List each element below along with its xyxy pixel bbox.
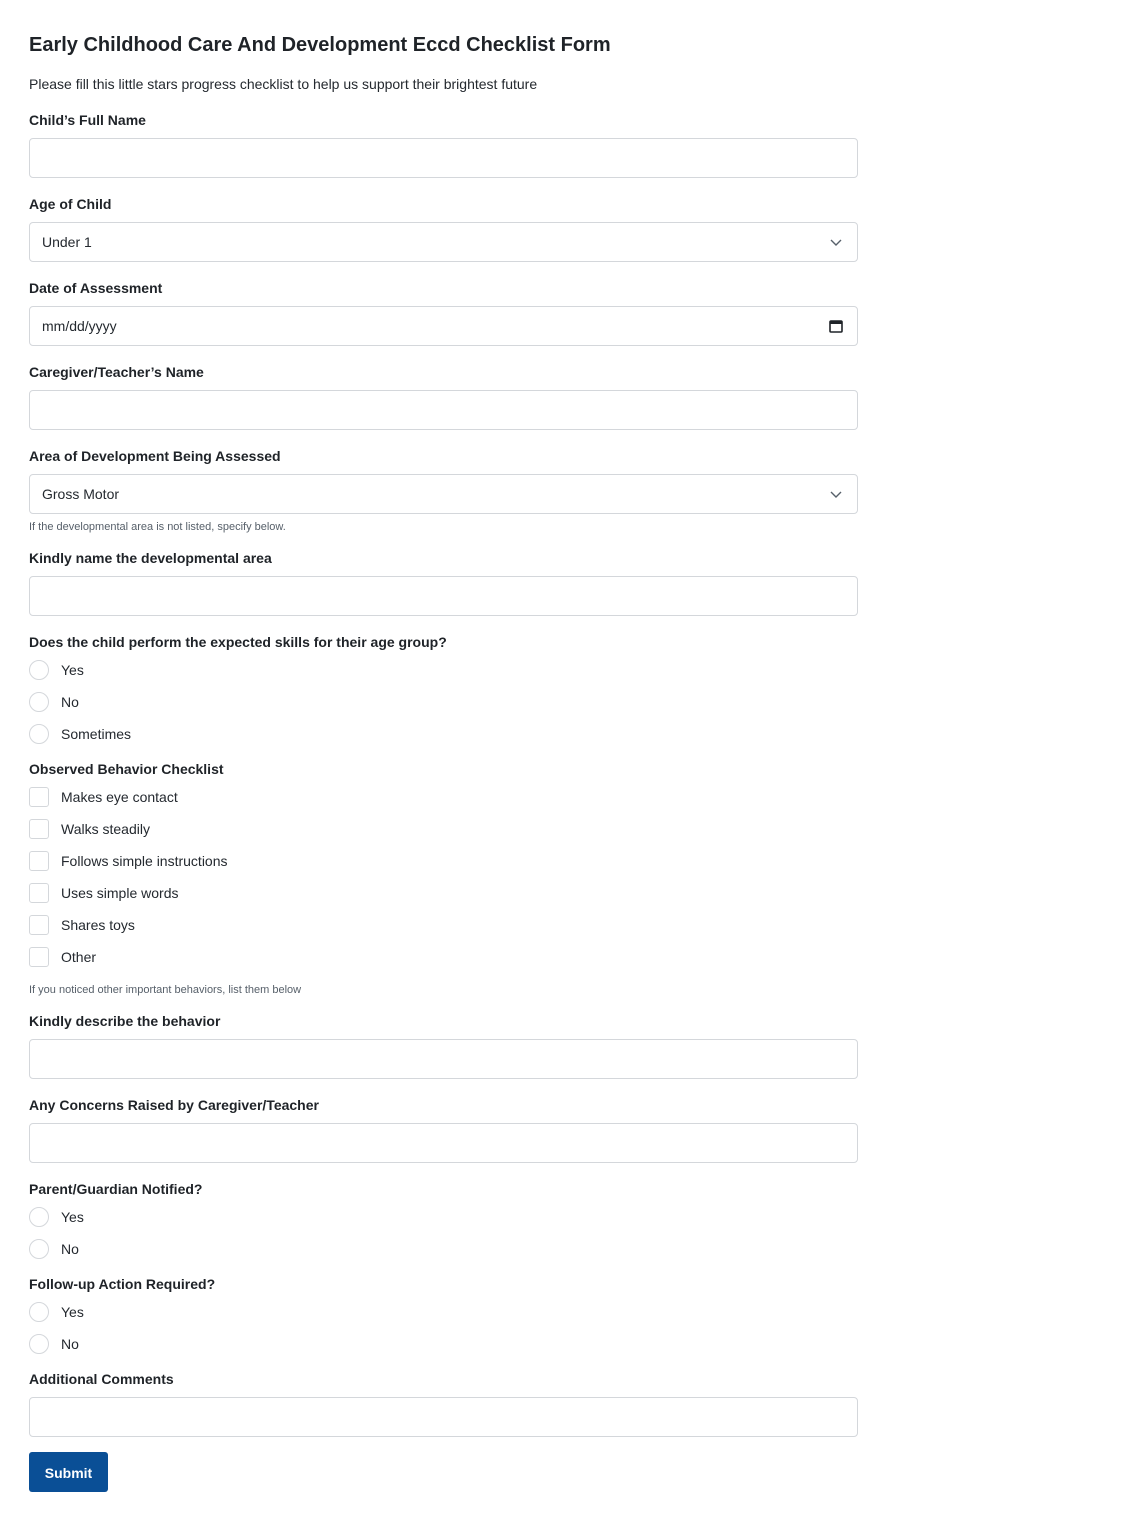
checkbox[interactable] — [29, 851, 49, 871]
behavior-label: Observed Behavior Checklist — [29, 761, 224, 777]
caregiver-label: Caregiver/Teacher’s Name — [29, 364, 204, 380]
notified-label: Parent/Guardian Notified? — [29, 1181, 203, 1197]
date-label: Date of Assessment — [29, 280, 163, 296]
comments-label: Additional Comments — [29, 1371, 174, 1387]
area-hint: If the developmental area is not listed, specify below. — [29, 521, 286, 533]
area-other-label: Kindly name the developmental area — [29, 550, 272, 566]
followup-option-yes[interactable]: Yes — [29, 1302, 858, 1322]
followup-radio-group — [29, 1302, 858, 1354]
checkbox[interactable] — [29, 947, 49, 967]
checkbox[interactable] — [29, 915, 49, 935]
comments-input[interactable] — [29, 1397, 858, 1437]
calendar-icon[interactable] — [829, 319, 843, 333]
child-name-input[interactable] — [29, 138, 858, 178]
behavior-option-walks[interactable]: Walks steadily — [29, 819, 858, 839]
radio-button[interactable] — [29, 692, 49, 712]
behavior-option-instructions[interactable]: Follows simple instructions — [29, 851, 858, 871]
checkbox[interactable] — [29, 787, 49, 807]
skills-option-yes[interactable]: Yes — [29, 660, 858, 680]
radio-button[interactable] — [29, 1302, 49, 1322]
age-label: Age of Child — [29, 196, 112, 212]
concerns-input[interactable] — [29, 1123, 858, 1163]
skills-option-no[interactable]: No — [29, 692, 858, 712]
notified-radio-group — [29, 1207, 858, 1259]
child-name-label: Child’s Full Name — [29, 112, 146, 128]
area-select-value: Gross Motor — [42, 486, 120, 502]
radio-button[interactable] — [29, 724, 49, 744]
eccd-checklist-form — [29, 28, 858, 1492]
behavior-hint: If you noticed other important behaviors, list them below — [29, 984, 302, 996]
behavior-option-shares[interactable]: Shares toys — [29, 915, 858, 935]
radio-button[interactable] — [29, 1334, 49, 1354]
behavior-option-words[interactable]: Uses simple words — [29, 883, 858, 903]
date-input[interactable] — [29, 306, 858, 346]
concerns-label: Any Concerns Raised by Caregiver/Teacher — [29, 1097, 319, 1113]
form-subtitle: Please fill this little stars progress checklist to help us support their brightest future — [29, 76, 538, 92]
notified-option-yes[interactable]: Yes — [29, 1207, 858, 1227]
behavior-option-other[interactable]: Other — [29, 947, 858, 967]
caregiver-name-input[interactable] — [29, 390, 858, 430]
radio-button[interactable] — [29, 1239, 49, 1259]
area-select[interactable] — [29, 474, 858, 514]
behavior-other-label: Kindly describe the behavior — [29, 1013, 221, 1029]
skills-option-sometimes[interactable]: Sometimes — [29, 724, 858, 744]
checkbox[interactable] — [29, 883, 49, 903]
notified-option-no[interactable]: No — [29, 1239, 858, 1259]
followup-option-no[interactable]: No — [29, 1334, 858, 1354]
followup-label: Follow-up Action Required? — [29, 1276, 216, 1292]
chevron-down-icon — [829, 237, 843, 247]
radio-button[interactable] — [29, 660, 49, 680]
area-other-input[interactable] — [29, 576, 858, 616]
radio-button[interactable] — [29, 1207, 49, 1227]
date-placeholder: mm/dd/yyyy — [42, 318, 117, 334]
form-title: Early Childhood Care And Development Eccd Checklist Form — [29, 34, 611, 56]
behavior-checkbox-group — [29, 787, 858, 967]
behavior-other-input[interactable] — [29, 1039, 858, 1079]
skills-label: Does the child perform the expected skills for their age group? — [29, 634, 447, 650]
behavior-option-eye-contact[interactable]: Makes eye contact — [29, 787, 858, 807]
age-select-value: Under 1 — [42, 234, 92, 250]
submit-button[interactable]: Submit — [29, 1452, 108, 1492]
checkbox[interactable] — [29, 819, 49, 839]
area-label: Area of Development Being Assessed — [29, 448, 281, 464]
skills-radio-group — [29, 660, 858, 744]
chevron-down-icon — [829, 489, 843, 499]
age-select[interactable] — [29, 222, 858, 262]
